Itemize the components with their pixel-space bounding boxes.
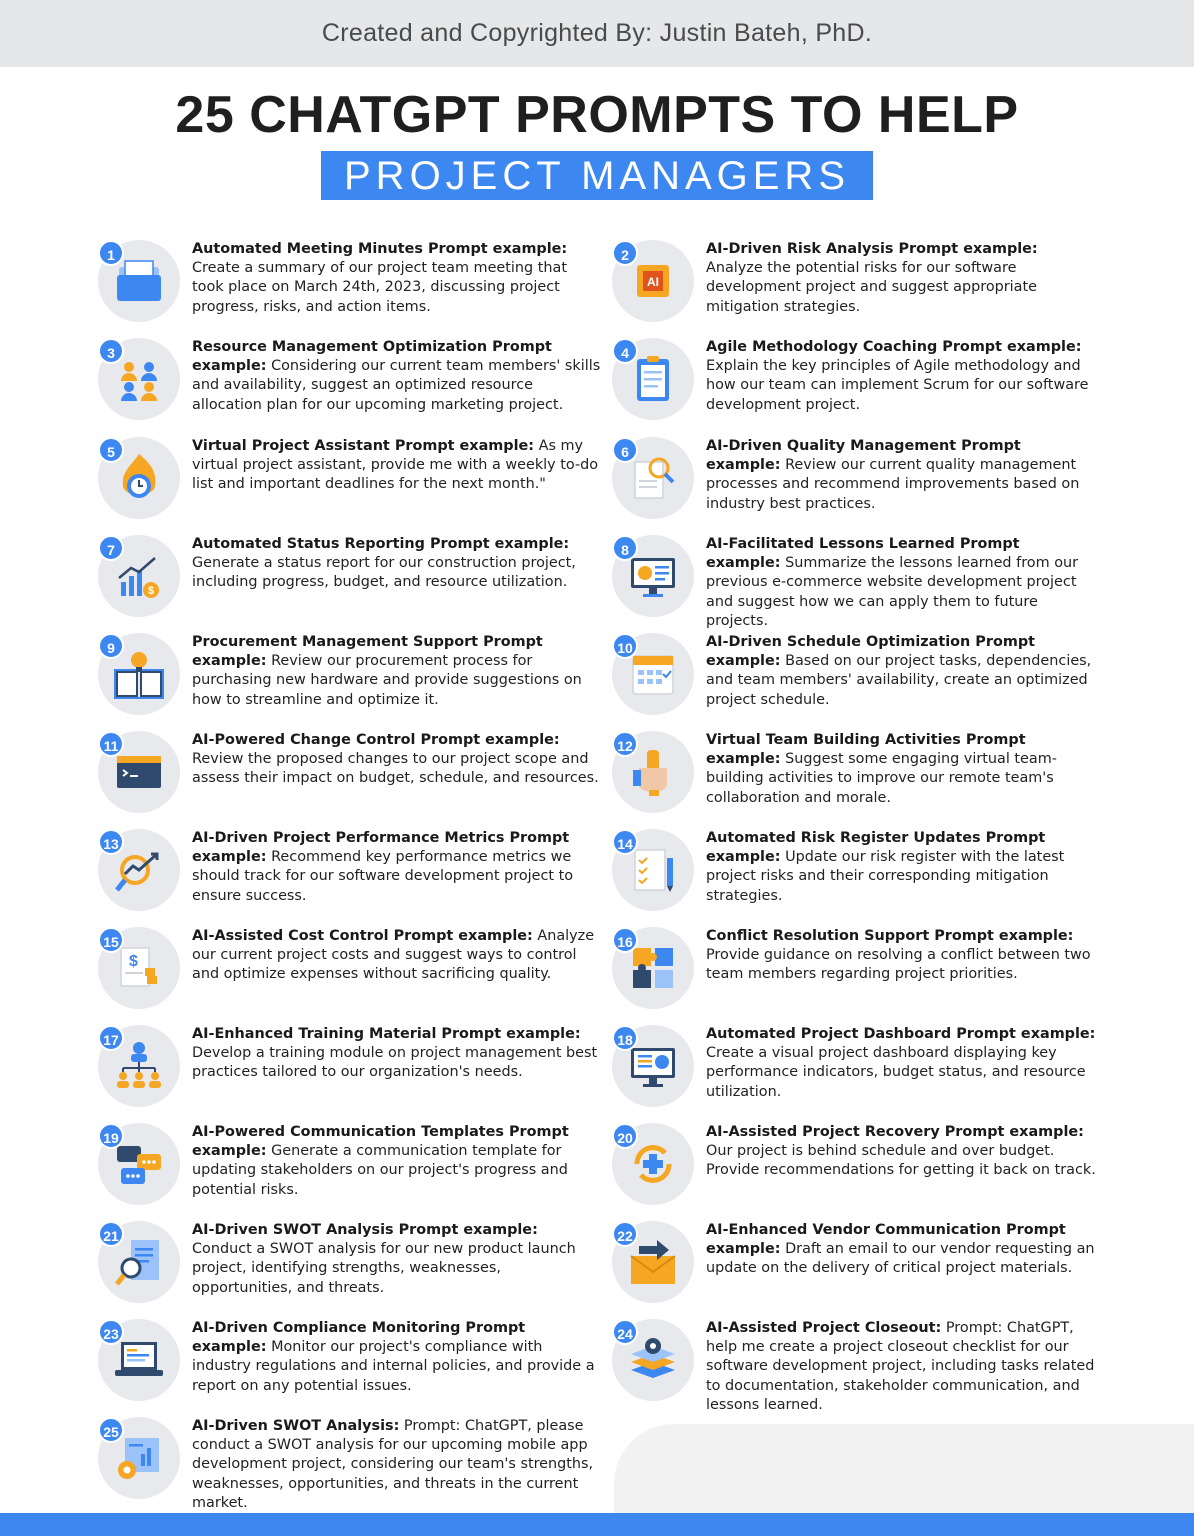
prompt-body: Prompt: ChatGPT, please conduct a SWOT analysis for our upcoming mobile app development project, considering our team's strengths, weaknesses, opportunities, and threats in the current market.	[192, 1418, 594, 1511]
prompt-item	[612, 1119, 1102, 1215]
prompt-item	[98, 727, 618, 823]
item-number-badge: 20	[612, 1123, 638, 1149]
prompt-body: Our project is behind schedule and over budget. Provide recommendations for getting it back on track.	[706, 1143, 1096, 1179]
item-number-badge: 22	[612, 1221, 638, 1247]
prompt-item	[98, 923, 618, 1019]
prompt-text	[706, 1123, 1096, 1181]
prompt-text	[192, 927, 602, 985]
prompt-text	[192, 1221, 602, 1298]
prompt-title: Automated Project Dashboard Prompt example:	[706, 1026, 1096, 1042]
prompt-title: AI-Driven SWOT Analysis:	[192, 1418, 400, 1434]
prompt-body: Considering our current team members' skills and availability, suggest an optimized resource allocation plan for our upcoming marketing project.	[192, 358, 601, 413]
prompt-item	[98, 1119, 618, 1215]
item-number-badge: 21	[98, 1221, 124, 1247]
prompt-title: Virtual Team Building Activities Prompt example:	[706, 732, 1026, 768]
prompt-text	[192, 1319, 602, 1396]
prompt-body: Conduct a SWOT analysis for our new product launch project, identifying strengths, weaknesses, opportunities, and threats.	[192, 1241, 576, 1296]
prompt-title: AI-Driven Project Performance Metrics Prompt example:	[192, 830, 570, 866]
prompt-text	[192, 731, 602, 789]
credit-text: Created and Copyrighted By: Justin Bateh, PhD.	[321, 19, 873, 47]
prompt-text	[706, 1319, 1096, 1415]
prompt-title: Virtual Project Assistant Prompt example:	[192, 438, 535, 454]
item-number-badge: 6	[612, 437, 638, 463]
prompt-body: Prompt: ChatGPT, help me create a project closeout checklist for our software development project, including tasks related to documentation, stakeholder communication, and lessons learned.	[706, 1320, 1095, 1413]
prompt-title: AI-Assisted Project Closeout:	[706, 1320, 942, 1336]
prompt-body: Create a visual project dashboard displaying key performance indicators, budget status, and resource utilization.	[706, 1045, 1086, 1100]
svg-text:AI: AI	[647, 275, 659, 289]
prompt-title: AI-Driven SWOT Analysis Prompt example:	[192, 1222, 538, 1238]
item-number-badge: 10	[612, 633, 638, 659]
prompt-text	[706, 240, 1096, 317]
prompt-title: AI-Powered Change Control Prompt example:	[192, 732, 560, 748]
prompt-body: Draft an email to our vendor requesting an update on the delivery of critical project materials.	[706, 1241, 1095, 1277]
item-number-badge: 7	[98, 535, 124, 561]
prompt-body: Summarize the lessons learned from our previous e-commerce website development project and suggest how we can apply them to future projects.	[706, 555, 1079, 629]
item-number-badge: 9	[98, 633, 124, 659]
prompt-item	[612, 236, 1102, 332]
prompt-item	[98, 433, 618, 529]
prompt-title: AI-Driven Risk Analysis Prompt example:	[706, 241, 1038, 257]
prompt-item	[612, 629, 1102, 725]
item-number-badge: 3	[98, 338, 124, 364]
prompt-body: As my virtual project assistant, provide me with a weekly to-do list and important deadlines for the next month."	[192, 438, 599, 493]
item-number-badge: 11	[98, 731, 124, 757]
prompt-body: Suggest some engaging virtual team-building activities to improve our remote team's collaboration and morale.	[706, 751, 1057, 806]
prompt-body: Generate a status report for our construction project, including progress, budget, and resource utilization.	[192, 555, 576, 591]
prompt-text	[706, 437, 1096, 514]
prompt-item	[98, 236, 618, 332]
prompt-item	[612, 1021, 1102, 1117]
svg-text:$: $	[129, 953, 138, 970]
subtitle-banner	[321, 151, 873, 200]
prompt-title: AI-Driven Schedule Optimization Prompt example:	[706, 634, 1036, 670]
prompt-text	[706, 338, 1096, 415]
item-number-badge: 19	[98, 1123, 124, 1149]
prompt-body: Explain the key principles of Agile methodology and how our team can implement Scrum for our software development project.	[706, 358, 1089, 413]
item-number-badge: 4	[612, 338, 638, 364]
prompt-item	[98, 1315, 618, 1411]
prompt-title: Agile Methodology Coaching Prompt example:	[706, 339, 1082, 355]
prompt-item	[98, 334, 618, 430]
item-number-badge: 24	[612, 1319, 638, 1345]
prompt-title: AI-Facilitated Lessons Learned Prompt example:	[706, 536, 1020, 572]
copyright-banner	[0, 0, 1194, 67]
prompt-text	[192, 1025, 602, 1083]
prompt-text	[192, 240, 602, 317]
prompt-text	[192, 1417, 602, 1513]
prompt-title: AI-Driven Compliance Monitoring Prompt example:	[192, 1320, 526, 1356]
prompt-title: AI-Enhanced Training Material Prompt example:	[192, 1026, 581, 1042]
prompt-item	[612, 1217, 1102, 1313]
item-number-badge: 1	[98, 240, 124, 266]
prompt-item	[612, 727, 1102, 823]
prompt-item	[98, 629, 618, 725]
item-number-badge: 5	[98, 437, 124, 463]
prompt-body: Review our procurement process for purchasing new hardware and provide suggestions on how to streamline and optimize it.	[192, 653, 582, 708]
item-number-badge: 15	[98, 927, 124, 953]
prompt-text	[706, 1025, 1096, 1102]
prompt-title: AI-Enhanced Vendor Communication Prompt example:	[706, 1222, 1066, 1258]
prompt-item	[98, 1021, 618, 1117]
prompt-title: AI-Powered Communication Templates Prompt example:	[192, 1124, 569, 1160]
page-title: 25 CHATGPT PROMPTS TO HELP	[175, 86, 1019, 144]
item-number-badge: 17	[98, 1025, 124, 1051]
prompt-title: Automated Status Reporting Prompt example:	[192, 536, 570, 552]
item-number-badge: 16	[612, 927, 638, 953]
subtitle-text: PROJECT MANAGERS	[344, 154, 850, 198]
prompt-title: AI-Assisted Project Recovery Prompt example:	[706, 1124, 1084, 1140]
prompt-title: Automated Risk Register Updates Prompt example:	[706, 830, 1046, 866]
prompt-title: AI-Assisted Cost Control Prompt example:	[192, 928, 533, 944]
prompt-title: Procurement Management Support Prompt example:	[192, 634, 543, 670]
item-number-badge: 12	[612, 731, 638, 757]
prompt-title: AI-Driven Quality Management Prompt example:	[706, 438, 1021, 474]
prompt-text	[192, 1123, 602, 1200]
prompt-text	[706, 1221, 1096, 1279]
item-number-badge: 13	[98, 829, 124, 855]
prompt-body: Based on our project tasks, dependencies, and team members' availability, create an optimized project schedule.	[706, 653, 1092, 708]
prompt-text	[706, 633, 1096, 710]
prompt-text	[706, 535, 1096, 631]
prompt-item	[612, 1315, 1102, 1411]
prompt-text	[192, 437, 602, 495]
prompt-item	[98, 1413, 618, 1509]
prompt-text	[706, 829, 1096, 906]
item-number-badge: 25	[98, 1417, 124, 1443]
prompt-body: Create a summary of our project team meeting that took place on March 24th, 2023, discussing project progress, risks, and action items.	[192, 260, 567, 315]
prompt-body: Generate a communication template for updating stakeholders on our project's progress and potential risks.	[192, 1143, 568, 1198]
prompt-body: Review our current quality management processes and recommend improvements based on industry best practices.	[706, 457, 1080, 512]
prompt-body: Recommend key performance metrics we should track for our software development project to ensure success.	[192, 849, 574, 904]
prompt-item	[98, 531, 618, 627]
prompt-body: Analyze our current project costs and suggest ways to control and optimize expenses without sacrificing quality.	[192, 928, 595, 983]
item-number-badge: 2	[612, 240, 638, 266]
prompt-item	[612, 433, 1102, 529]
prompt-body: Provide guidance on resolving a conflict between two team members regarding project priorities.	[706, 947, 1091, 983]
item-number-badge: 8	[612, 535, 638, 561]
prompt-item	[612, 825, 1102, 921]
prompt-body: Analyze the potential risks for our software development project and suggest appropriate mitigation strategies.	[706, 260, 1037, 315]
item-number-badge: 23	[98, 1319, 124, 1345]
item-number-badge: 14	[612, 829, 638, 855]
prompt-text	[706, 731, 1096, 808]
item-number-badge: 18	[612, 1025, 638, 1051]
prompt-text	[192, 829, 602, 906]
prompt-text	[192, 535, 602, 593]
svg-text:$: $	[147, 585, 155, 597]
prompt-title: Resource Management Optimization Prompt example:	[192, 339, 552, 375]
footer-bar	[0, 1513, 1194, 1536]
prompt-title: Conflict Resolution Support Prompt example:	[706, 928, 1074, 944]
prompt-title: Automated Meeting Minutes Prompt example:	[192, 241, 568, 257]
prompt-body: Monitor our project's compliance with industry regulations and internal policies, and provide a report on any potential issues.	[192, 1339, 595, 1394]
prompt-text	[706, 927, 1096, 985]
prompt-body: Review the proposed changes to our project scope and assess their impact on budget, schedule, and resources.	[192, 751, 599, 787]
prompt-text	[192, 633, 602, 710]
prompt-body: Develop a training module on project management best practices tailored to our organization's needs.	[192, 1045, 598, 1081]
prompt-item	[612, 531, 1102, 627]
prompt-body: Update our risk register with the latest project risks and their corresponding mitigation strategies.	[706, 849, 1065, 904]
prompt-item	[612, 334, 1102, 430]
prompt-text	[192, 338, 602, 415]
prompt-item	[98, 825, 618, 921]
prompt-item	[98, 1217, 618, 1313]
prompt-item	[612, 923, 1102, 1019]
